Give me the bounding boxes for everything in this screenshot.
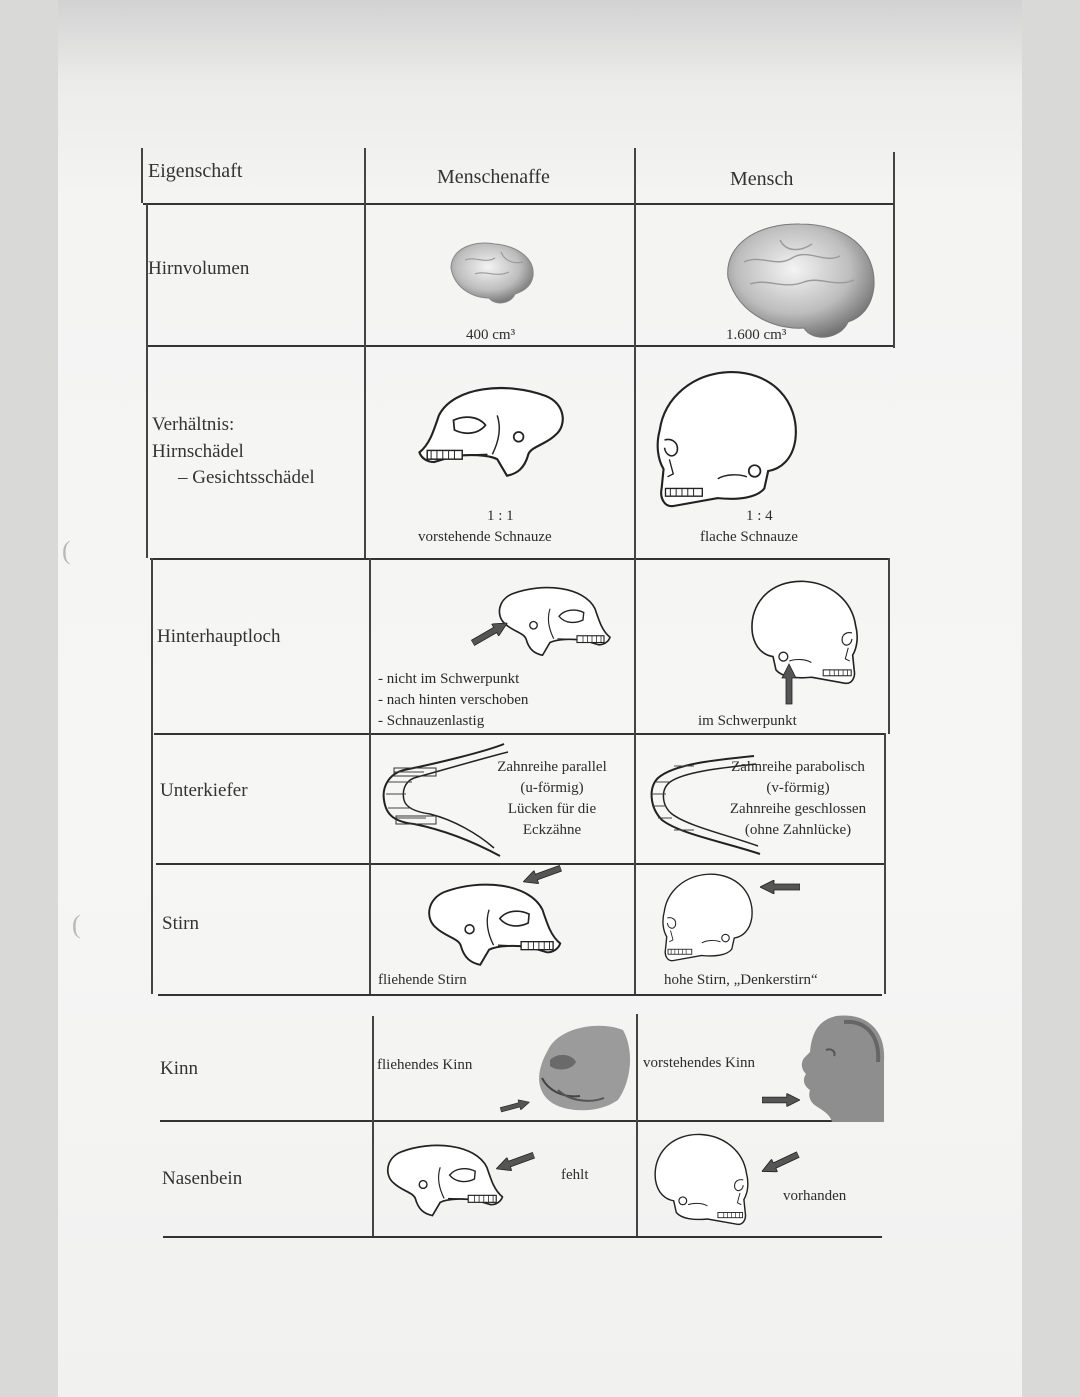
row-label-forehead: Stirn bbox=[162, 913, 199, 934]
column-divider bbox=[372, 1016, 374, 1236]
ape-face-image bbox=[528, 1020, 634, 1115]
ape-foramen-point: - Schnauzenlastig bbox=[378, 711, 528, 732]
row-label-jaw: Unterkiefer bbox=[160, 780, 248, 801]
row-divider bbox=[143, 203, 894, 205]
ape-jaw-line: (u-förmig) bbox=[520, 780, 584, 796]
ape-brain-volume: 400 cm³ bbox=[466, 327, 516, 343]
row-label-nose: Nasenbein bbox=[162, 1168, 243, 1189]
row-label-chin: Kinn bbox=[160, 1058, 198, 1079]
human-brain-volume: 1.600 cm³ bbox=[726, 327, 787, 343]
ape-foramen-points bbox=[378, 669, 528, 732]
ape-jaw-line: Lücken für die bbox=[507, 801, 597, 817]
row-label-ratio-2: Hirnschädel bbox=[152, 441, 244, 462]
column-divider bbox=[634, 148, 636, 994]
header-property: Eigenschaft bbox=[148, 160, 243, 182]
column-divider bbox=[151, 558, 153, 994]
human-jaw-line: Zahnreihe geschlossen bbox=[729, 801, 867, 817]
ape-foramen-point: - nach hinten verschoben bbox=[378, 690, 528, 711]
human-skull-foramen-image bbox=[745, 572, 863, 694]
column-divider bbox=[146, 203, 148, 558]
human-jaw-line: (ohne Zahnlücke) bbox=[744, 822, 852, 838]
ape-nose-caption: fehlt bbox=[561, 1167, 589, 1183]
ape-chin-caption: fliehendes Kinn bbox=[377, 1057, 473, 1073]
column-divider bbox=[636, 1014, 638, 1236]
ape-skull-image bbox=[400, 370, 575, 490]
ape-skull-foramen-image bbox=[490, 570, 625, 670]
margin-mark: ( bbox=[72, 910, 81, 939]
human-foramen-caption: im Schwerpunkt bbox=[698, 713, 797, 729]
human-skull-forehead-image bbox=[658, 868, 758, 968]
row-label-ratio-1: Verhältnis: bbox=[152, 414, 235, 435]
row-divider bbox=[158, 994, 882, 996]
column-divider bbox=[893, 152, 895, 348]
margin-mark: ( bbox=[62, 536, 71, 565]
ape-jaw-text bbox=[482, 757, 622, 841]
human-brain-image bbox=[720, 218, 880, 343]
ape-skull-nose-image bbox=[378, 1135, 518, 1223]
human-jaw-line: (v-förmig) bbox=[766, 780, 830, 796]
foramen-up-arrow-icon bbox=[782, 664, 796, 704]
row-divider bbox=[156, 863, 884, 865]
header-ape: Menschenaffe bbox=[437, 166, 550, 188]
column-divider bbox=[141, 148, 143, 203]
human-nose-caption: vorhanden bbox=[783, 1188, 847, 1204]
ape-brain-image bbox=[445, 238, 537, 306]
ape-forehead-caption: fliehende Stirn bbox=[378, 972, 467, 988]
human-jaw-line: Zahnreihe parabolisch bbox=[731, 759, 865, 775]
human-skull-image bbox=[650, 355, 805, 525]
ape-ratio: 1 : 1 bbox=[487, 508, 514, 524]
ape-foramen-point: - nicht im Schwerpunkt bbox=[378, 669, 528, 690]
ape-jaw-line: Zahnreihe parallel bbox=[497, 759, 607, 775]
human-face-image bbox=[796, 1010, 886, 1122]
row-divider bbox=[150, 558, 888, 560]
row-divider bbox=[163, 1236, 882, 1238]
column-divider bbox=[369, 558, 371, 994]
human-ratio-caption: flache Schnauze bbox=[700, 529, 798, 545]
ape-jaw-line: Eckzähne bbox=[522, 822, 582, 838]
ape-ratio-caption: vorstehende Schnauze bbox=[418, 529, 552, 545]
human-jaw-text bbox=[712, 757, 884, 841]
row-label-foramen: Hinterhauptloch bbox=[157, 626, 281, 647]
human-forehead-arrow-icon bbox=[760, 880, 800, 894]
row-divider bbox=[146, 345, 893, 347]
row-label-ratio-3: – Gesichtsschädel bbox=[178, 467, 315, 488]
row-divider bbox=[160, 1120, 882, 1122]
ape-skull-forehead-image bbox=[418, 868, 578, 978]
human-forehead-caption: hohe Stirn, „Denkerstirn“ bbox=[664, 972, 818, 988]
human-chin-caption: vorstehendes Kinn bbox=[643, 1055, 756, 1071]
human-skull-nose-image bbox=[642, 1128, 760, 1232]
row-divider bbox=[154, 733, 884, 735]
column-divider bbox=[364, 148, 366, 558]
row-label-brain: Hirnvolumen bbox=[148, 258, 250, 279]
column-divider bbox=[884, 733, 886, 994]
human-ratio: 1 : 4 bbox=[746, 508, 773, 524]
column-divider bbox=[888, 558, 890, 734]
human-chin-arrow-icon bbox=[762, 1093, 800, 1107]
header-human: Mensch bbox=[730, 168, 794, 190]
